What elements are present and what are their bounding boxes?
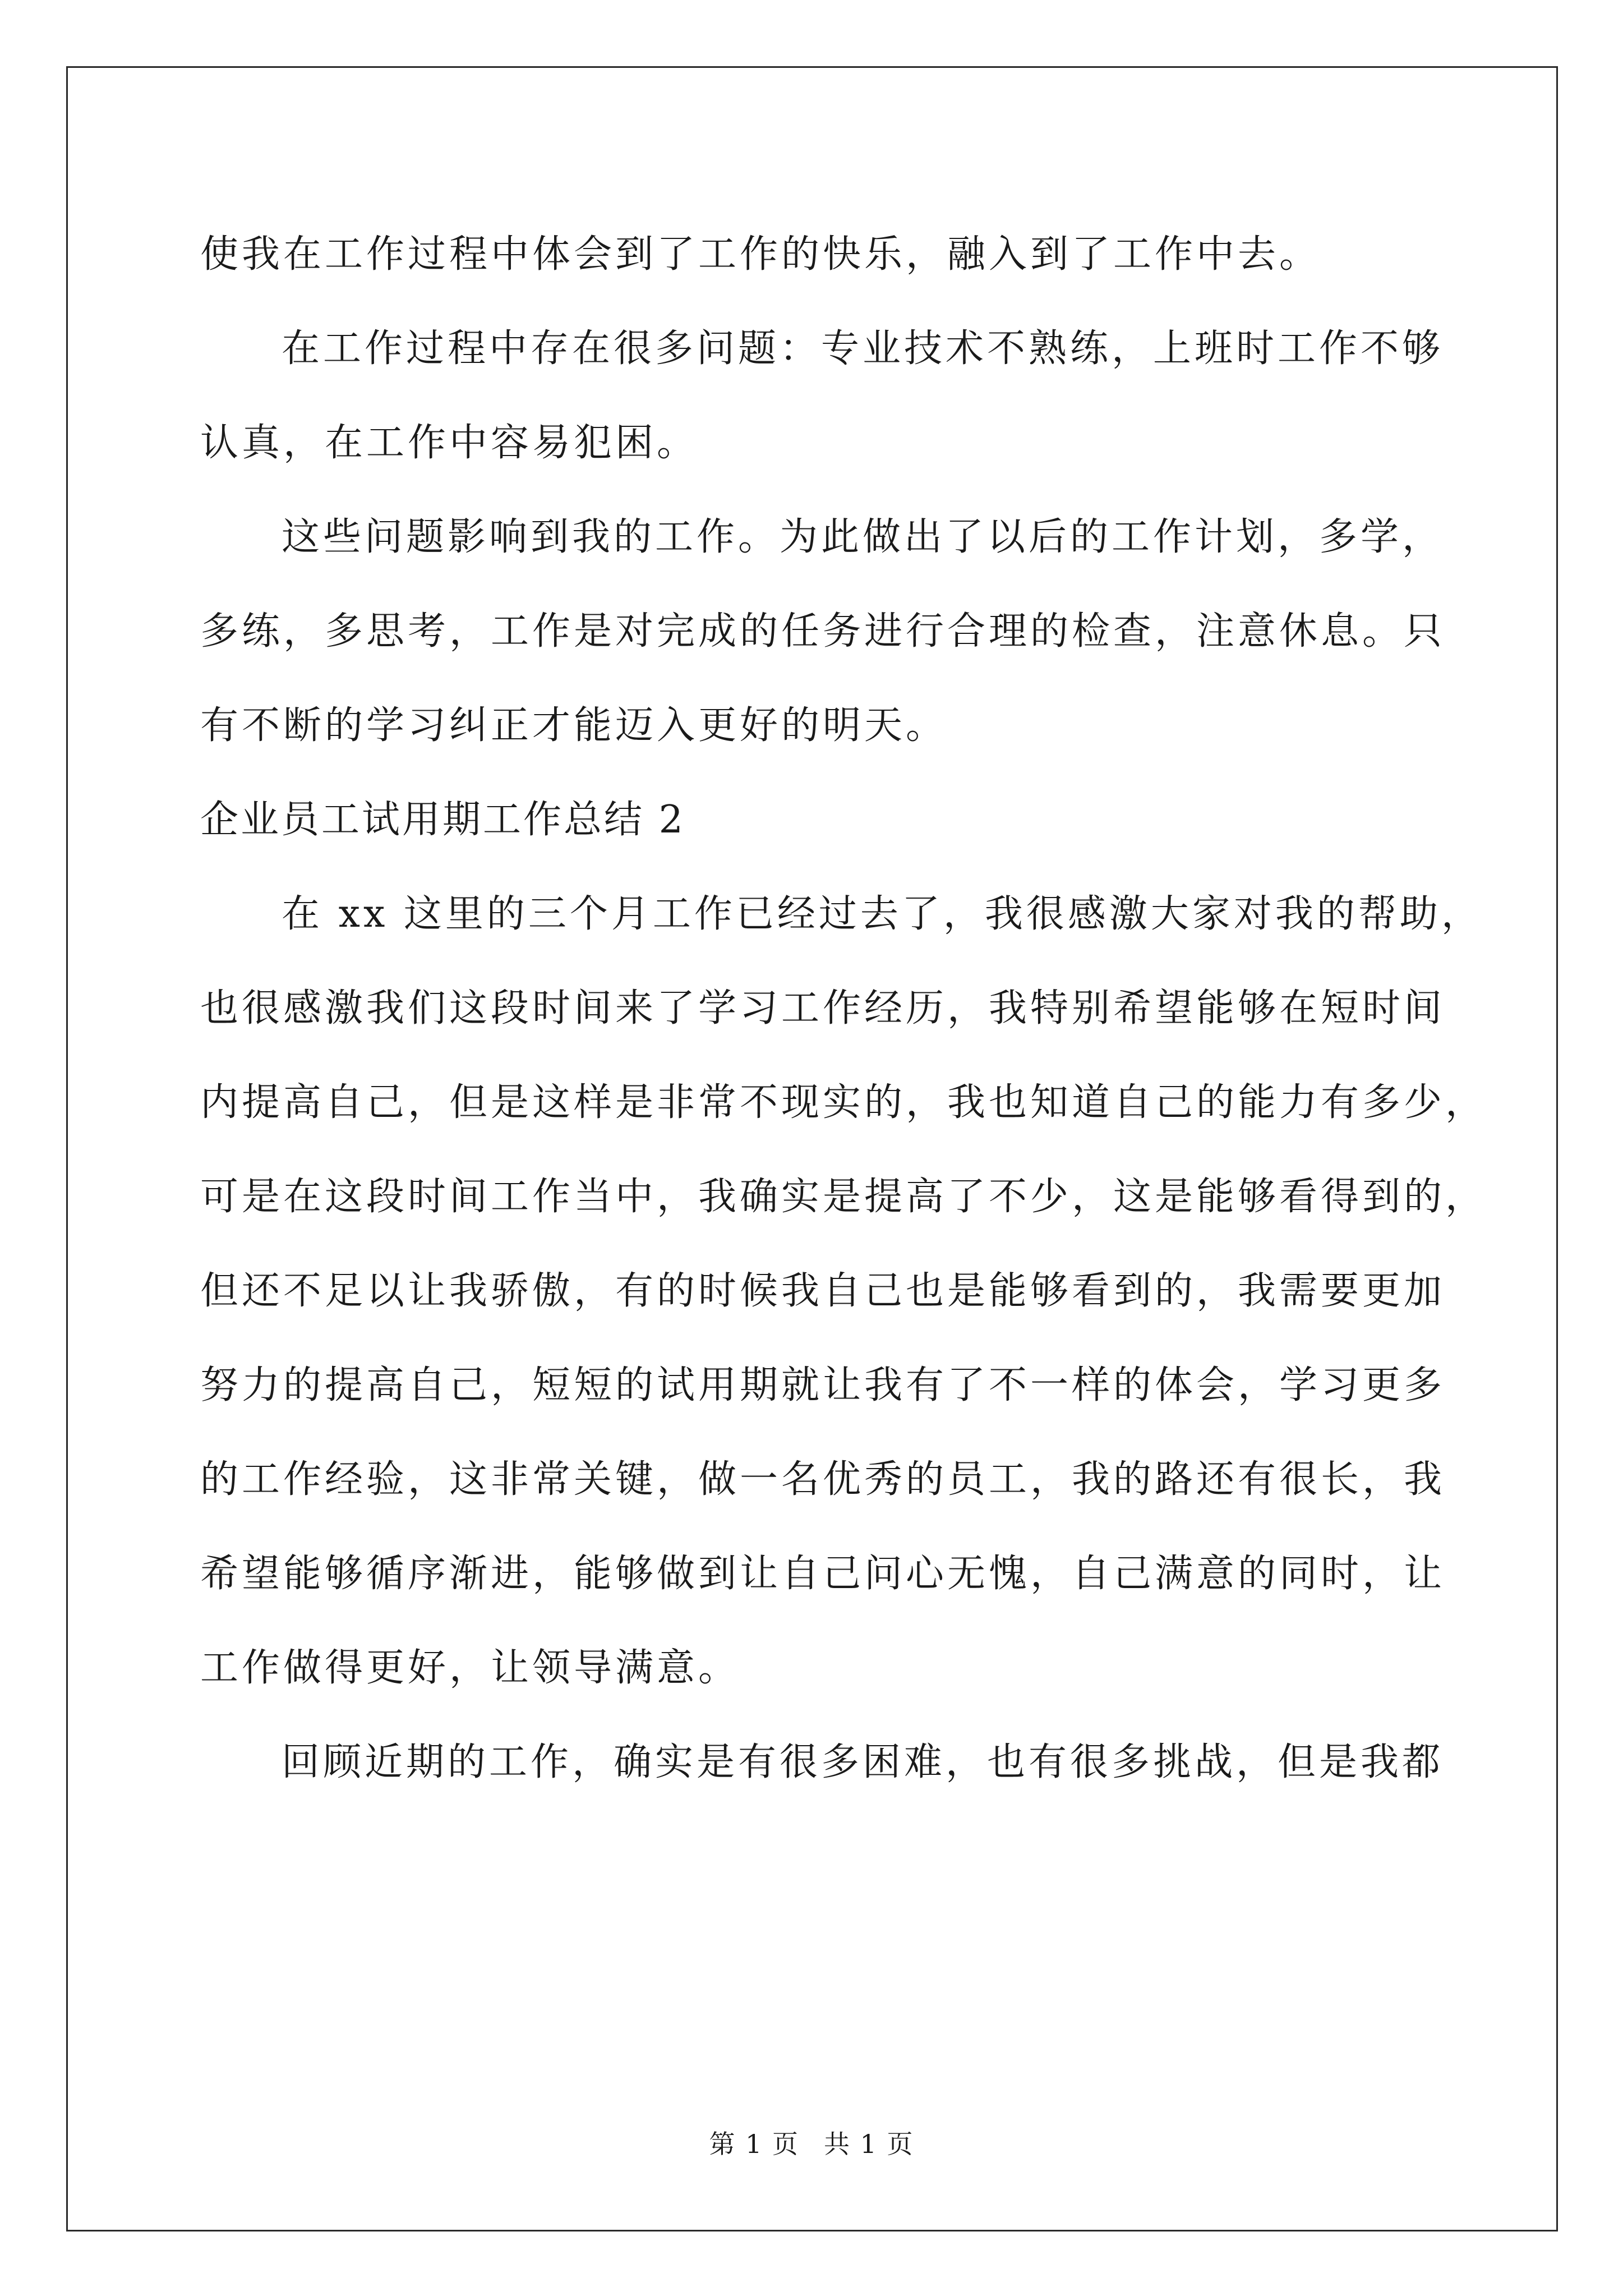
page-number: 第 1 页 xyxy=(709,2129,799,2159)
text-line: 在 xx 这里的三个月工作已经过去了，我很感激大家对我的帮助， xyxy=(282,892,1483,936)
text-line: 有不断的学习纠正才能迈入更好的明天。 xyxy=(200,703,948,748)
text-line: 认真，在工作中容易犯困。 xyxy=(200,421,699,465)
page-total: 共 1 页 xyxy=(824,2129,914,2159)
text-line: 希望能够循序渐进，能够做到让自己问心无愧，自己满意的同时，让 xyxy=(200,1552,1446,1596)
text-line: 也很感激我们这段时间来了学习工作经历，我特别希望能够在短时间 xyxy=(200,986,1446,1030)
text-line: 可是在这段时间工作当中，我确实是提高了不少，这是能够看得到的， xyxy=(200,1175,1487,1219)
text-line: 回顾近期的工作，确实是有很多困难，也有很多挑战，但是我都 xyxy=(282,1740,1444,1784)
document-body xyxy=(200,208,1487,1810)
text-line: 努力的提高自己，短短的试用期就让我有了不一样的体会，学习更多 xyxy=(200,1363,1446,1407)
text-line: 的工作经验，这非常关键，做一名优秀的员工，我的路还有很长，我 xyxy=(200,1457,1446,1502)
text-line: 内提高自己，但是这样是非常不现实的，我也知道自己的能力有多少， xyxy=(200,1080,1487,1125)
text-line: 但还不足以让我骄傲，有的时候我自己也是能够看到的，我需要更加 xyxy=(200,1269,1446,1313)
text-line: 这些问题影响到我的工作。为此做出了以后的工作计划，多学， xyxy=(282,515,1444,559)
section-heading: 企业员工试用期工作总结 2 xyxy=(200,798,685,842)
page-footer xyxy=(0,2124,1623,2161)
text-line: 多练，多思考，工作是对完成的任务进行合理的检查，注意休息。只 xyxy=(200,609,1446,654)
text-line: 使我在工作过程中体会到了工作的快乐，融入到了工作中去。 xyxy=(200,232,1321,277)
text-line: 在工作过程中存在很多问题：专业技术不熟练，上班时工作不够 xyxy=(282,326,1444,371)
text-line: 工作做得更好，让领导满意。 xyxy=(200,1646,740,1690)
